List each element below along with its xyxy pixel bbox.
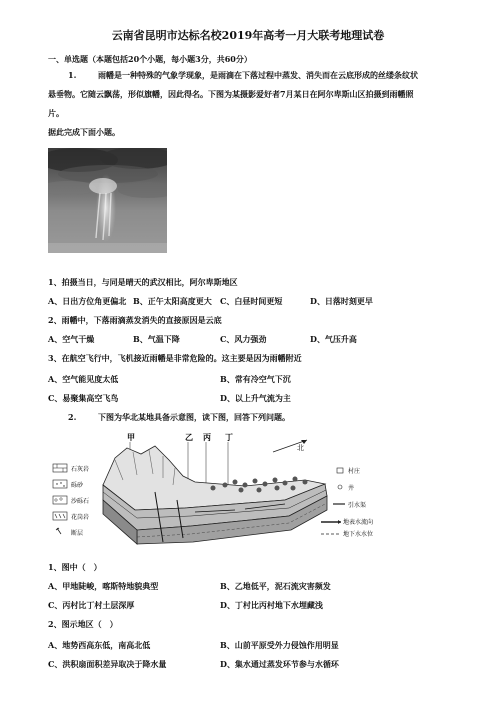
q1-3-option-d: D、以上升气流为主: [220, 393, 291, 403]
q1-1-option-c: C、白昼时间更短: [220, 296, 283, 306]
north-arrow: [273, 440, 307, 452]
q2-intro: 下图为华北某地具备示意图，读下图，回答下列问题。: [98, 412, 290, 422]
north-label: 北: [297, 444, 304, 452]
page-title: 云南省昆明市达标名校2019年高考一月大联考地理试卷: [111, 29, 385, 42]
q1-3-stem: 3、在航空飞行中，飞机接近雨幡是非常危险的。这主要是因为雨幡附近: [48, 353, 302, 363]
terrain-block: [103, 446, 327, 544]
q1-intro-line3: 片。: [48, 108, 64, 118]
left-legend: [53, 464, 89, 537]
right-legend: [321, 467, 373, 538]
legend-surface-flow: 地表水流向: [343, 519, 374, 526]
q1-2-option-b: B、气温下降: [133, 334, 180, 344]
q1-intro-line2: 悬垂物。它随云飘荡，形似旗幡，因此得名。下图为某摄影爱好者7月某日在阿尔卑斯山区拍摄到雨幡照: [48, 89, 414, 99]
label-bing: 丙: [203, 433, 211, 442]
q2-number: 2.: [68, 412, 77, 422]
legend-limestone: 石灰岩: [71, 466, 90, 473]
label-jia: 甲: [127, 433, 135, 442]
q1-1-option-a: A、日出方位角更偏北: [48, 296, 127, 306]
q1-3-option-c: C、易聚集高空飞鸟: [48, 393, 119, 403]
legend-village: 村庄: [348, 468, 361, 475]
q2-1-option-a: A、甲地陡峻，喀斯特地貌典型: [48, 581, 159, 591]
q1-2-stem: 2、雨幡中，下落雨滴蒸发消失的直接原因是云底: [48, 315, 222, 325]
q2-1-option-b: B、乙地低平，泥石流灾害频发: [220, 581, 331, 591]
q2-2-option-c: C、洪积扇面积差异取决于降水量: [48, 659, 167, 669]
q1-intro-line1: 雨幡是一种特殊的气象学现象，是雨滴在下落过程中蒸发、消失而在云底形成的丝缕条纹状: [98, 70, 418, 80]
q1-2-option-d: D、气压升高: [310, 334, 357, 344]
q2-1-stem: 1、图中（ ）: [48, 562, 102, 572]
legend-sand-gravel: 沙砾石: [71, 498, 90, 505]
legend-gravel: 砾砂: [71, 482, 84, 489]
legend-well: 井: [348, 485, 355, 492]
q1-2-option-a: A、空气干燥: [48, 334, 95, 344]
legend-canal: 引水渠: [348, 502, 367, 509]
q1-number: 1.: [68, 70, 77, 80]
q1-1-option-b: B、正午太阳高度更大: [133, 296, 212, 306]
label-ding: 丁: [225, 433, 233, 442]
legend-granite: 花岗岩: [71, 514, 90, 521]
q1-prompt: 据此完成下面小题。: [48, 127, 120, 137]
label-yi: 乙: [185, 433, 193, 442]
q2-2-option-d: D、集水通过蒸发环节参与水循环: [220, 659, 339, 669]
q2-2-option-a: A、地势西高东低，南高北低: [48, 640, 151, 650]
q1-3-option-a: A、空气能见度太低: [48, 374, 119, 384]
q1-1-stem: 1、拍摄当日，与同是晴天的武汉相比，阿尔卑斯地区: [48, 277, 238, 287]
q2-2-option-b: B、山前平原受外力侵蚀作用明显: [220, 640, 339, 650]
q2-1-option-d: D、丁村比丙村地下水埋藏浅: [220, 600, 323, 610]
q2-2-stem: 2、图示地区（ ）: [48, 619, 118, 629]
rain-virga-photo: [48, 148, 167, 253]
legend-fault: 断层: [71, 530, 84, 537]
q1-2-option-c: C、风力强劲: [220, 334, 267, 344]
q1-3-option-b: B、常有冷空气下沉: [220, 374, 291, 384]
legend-groundwater: 地下水水位: [343, 531, 374, 538]
geology-block-diagram: [45, 430, 395, 555]
section-heading: 一、单选题（本题包括20个小题，每小题3分，共60分）: [48, 54, 252, 64]
q2-1-option-c: C、丙村比丁村土层深厚: [48, 600, 135, 610]
q1-1-option-d: D、日落时刻更早: [310, 296, 373, 306]
